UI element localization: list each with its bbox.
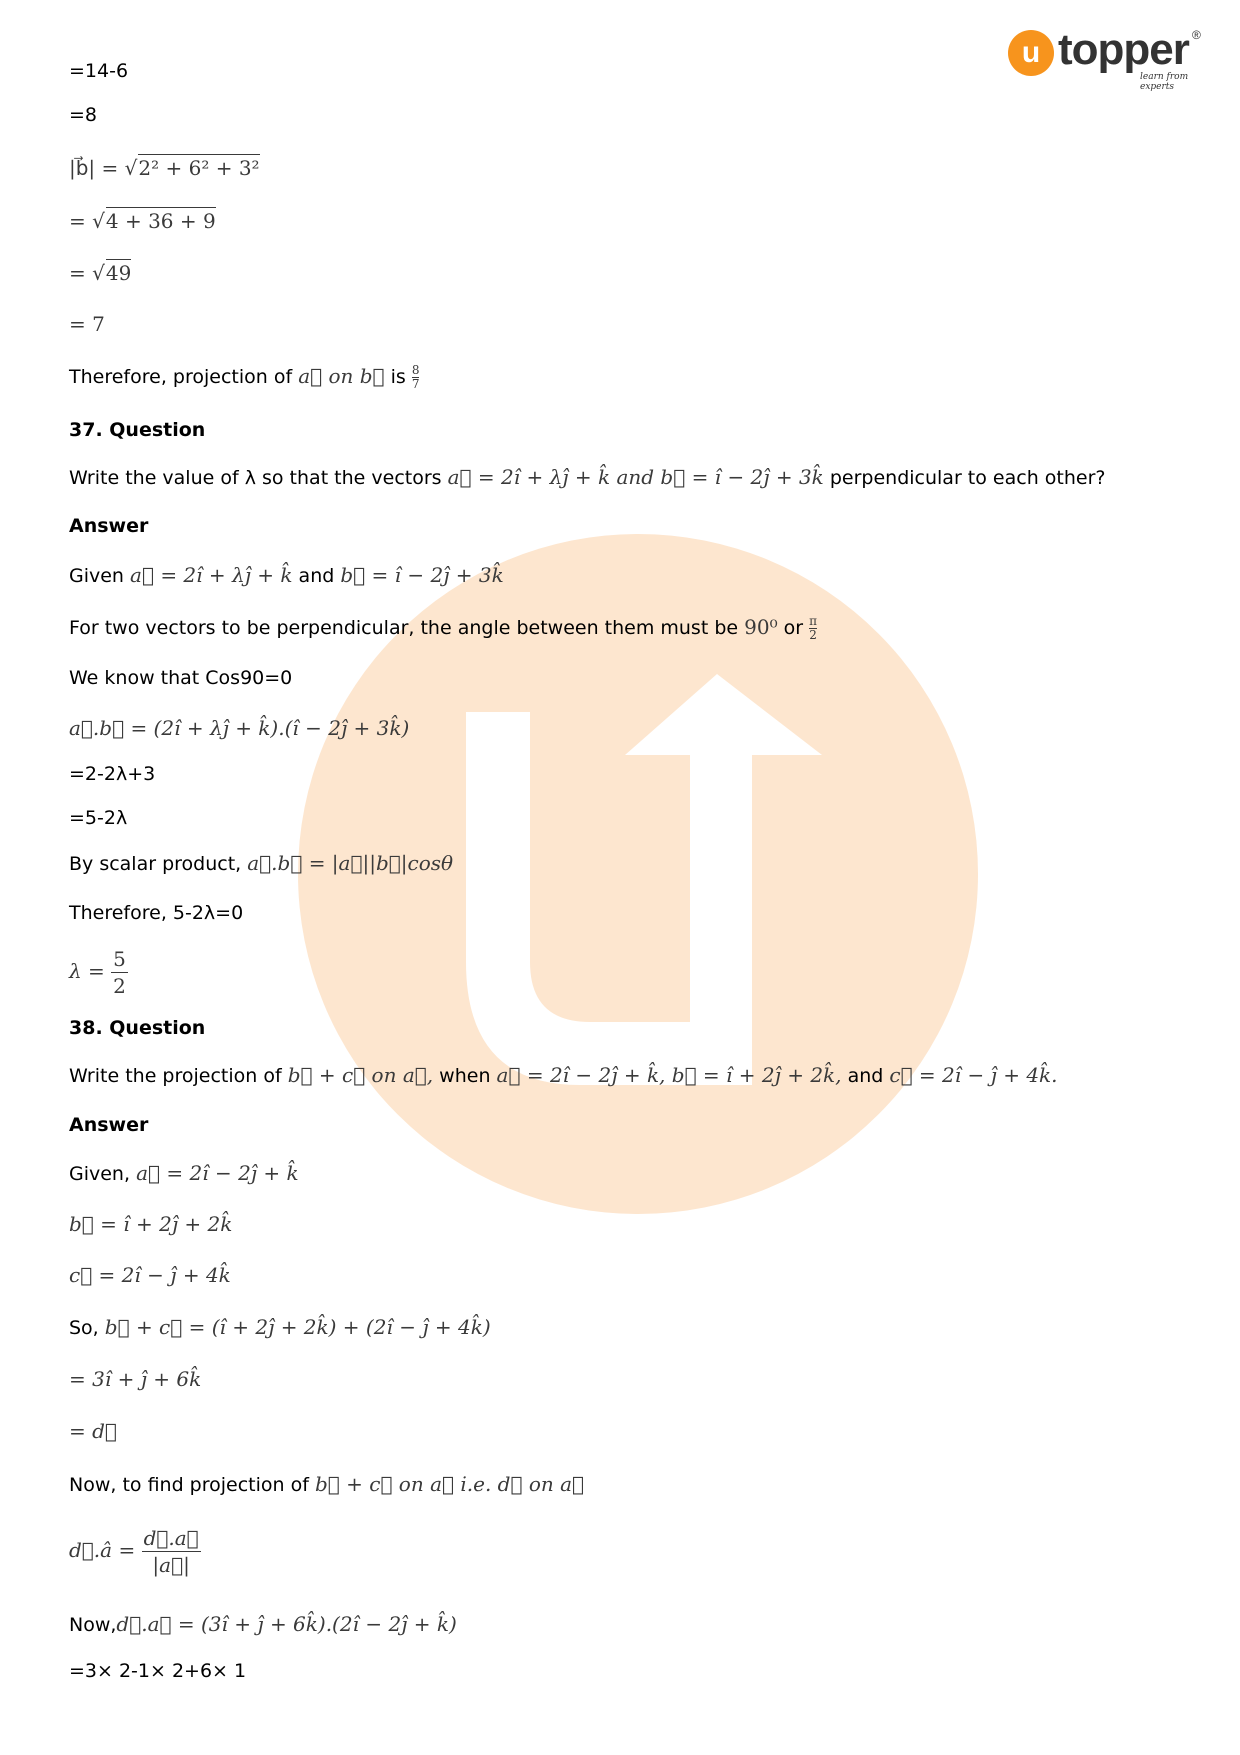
dot-product-line: Now,d⃗.a⃗ = (3î + ĵ + 6k̂).(2î − 2ĵ + k̂): [69, 1612, 457, 1636]
magnitude-b-equation: |b⃗| = √2² + 6² + 3²: [69, 156, 260, 180]
fraction-pi-2: $\frac{\pi}{2}$: [809, 614, 818, 642]
projection-intro: Now, to find projection of b⃗ + c⃗ on a⃗ i.e. d⃗ on a⃗: [69, 1472, 585, 1496]
step-line: = √4 + 36 + 9: [69, 209, 216, 233]
answer-37-perpendicular: For two vectors to be perpendicular, the angle between them must be 90⁰ or $\frac{\pi}{2}$: [69, 614, 818, 642]
fraction-8-7: $\frac{8}{7}$: [411, 363, 420, 391]
logo-u-icon: u: [1008, 30, 1054, 76]
question-38-heading: 38. Question: [69, 1017, 206, 1039]
step-line: =3× 2-1× 2+6× 1: [69, 1660, 247, 1682]
step-line: = d⃗: [69, 1419, 117, 1443]
topper-logo: [1008, 25, 1204, 92]
step-line: = 3î + ĵ + 6k̂: [69, 1367, 202, 1391]
fraction-5-2: $\frac{5}{2}$: [113, 947, 126, 998]
vector-b-line: b⃗ = î + 2ĵ + 2k̂: [69, 1212, 233, 1236]
scalar-product-line: By scalar product, a⃗.b⃗ = |a⃗||b⃗|cosθ: [69, 851, 454, 875]
question-37-heading: 37. Question: [69, 419, 206, 441]
logo-tagline: learn from experts: [1140, 72, 1189, 92]
step-line: =5-2λ: [69, 807, 128, 829]
answer-38-given: Given, a⃗ = 2î − 2ĵ + k̂: [69, 1161, 299, 1185]
answer-37-given: Given a⃗ = 2î + λĵ + k̂ and b⃗ = î − 2ĵ + 3k̂: [69, 563, 504, 587]
logo-wordmark: topper: [1058, 25, 1189, 74]
sum-line: So, b⃗ + c⃗ = (î + 2ĵ + 2k̂) + (2î − ĵ + 4k̂): [69, 1315, 491, 1339]
question-37-text: Write the value of λ so that the vectors a⃗ = 2î + λĵ + k̂ and b⃗ = î − 2ĵ + 3k̂ perpendicular to each other?: [69, 465, 1106, 489]
step-line: =2-2λ+3: [69, 763, 156, 785]
question-38-text: Write the projection of b⃗ + c⃗ on a⃗, when a⃗ = 2î − 2ĵ + k̂, b⃗ = î + 2ĵ + 2k̂, and c⃗ = 2î − ĵ + 4k̂.: [69, 1063, 1058, 1087]
step-line: = √49: [69, 261, 132, 285]
step-line: =8: [69, 104, 98, 126]
answer-37-heading: Answer: [69, 515, 149, 537]
step-line: =14-6: [69, 60, 129, 82]
step-line: We know that Cos90=0: [69, 667, 293, 689]
projection-result: Therefore, projection of a⃗ on b⃗ is $\frac{8}{7}$: [69, 363, 420, 391]
dot-product-equation: a⃗.b⃗ = (2î + λĵ + k̂).(î − 2ĵ + 3k̂): [69, 716, 410, 740]
answer-38-heading: Answer: [69, 1114, 149, 1136]
vector-c-line: c⃗ = 2î − ĵ + 4k̂: [69, 1263, 231, 1287]
fraction-d-dot-a-over-mod-a: $\frac{d⃗.a⃗}{|a⃗|}$: [143, 1526, 199, 1577]
projection-formula: d⃗.â = $\frac{d⃗.a⃗}{|a⃗|}$: [69, 1526, 199, 1577]
logo-registered-mark: ®: [1192, 28, 1201, 42]
lambda-result: λ = $\frac{5}{2}$: [69, 947, 126, 998]
step-line: = 7: [69, 312, 105, 336]
step-line: Therefore, 5-2λ=0: [69, 902, 244, 924]
